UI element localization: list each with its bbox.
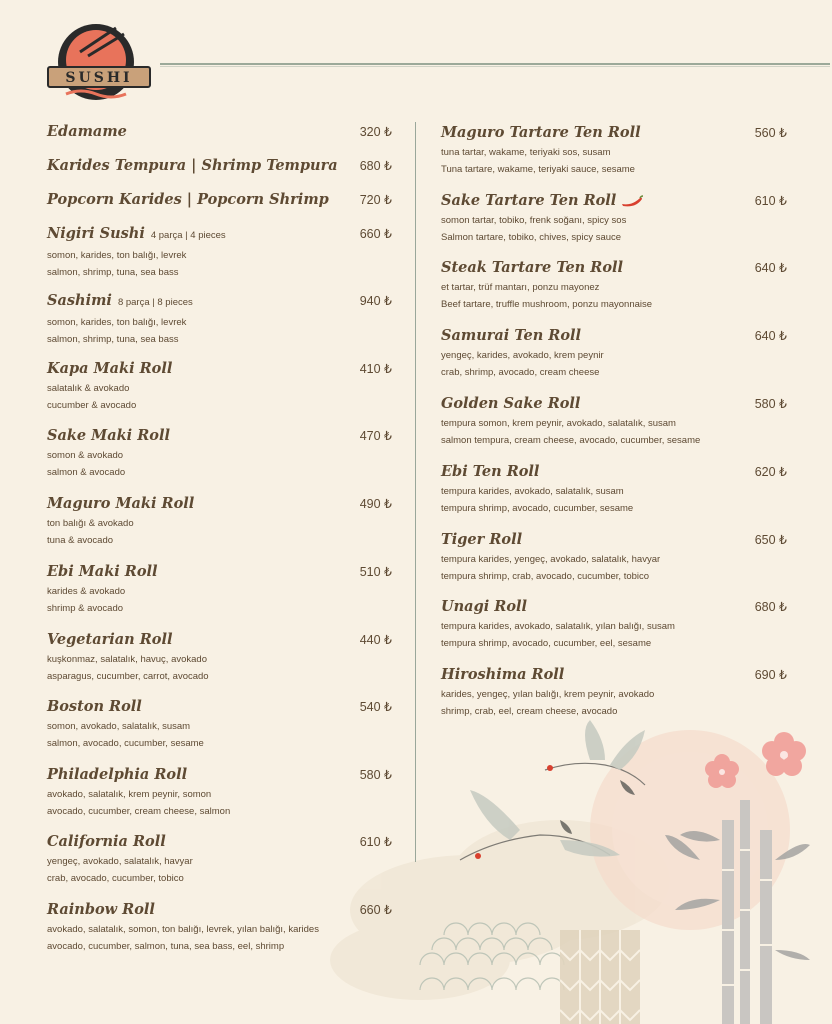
item-desc-en: avocado, cucumber, cream cheese, salmon: [47, 806, 231, 817]
item-price: 540 ₺: [359, 700, 392, 714]
menu-item-steak-tartare-ten-roll: [441, 259, 787, 313]
item-desc-tr: karides, yengeç, yılan balığı, krem peynir, avokado: [441, 689, 655, 700]
item-name: Popcorn Karides | Popcorn Shrimp: [47, 191, 329, 208]
item-name: Tiger Roll: [441, 531, 523, 548]
menu-item-rainbow-roll: [47, 901, 392, 955]
item-desc-en: salmon, shrimp, tuna, sea bass: [47, 334, 179, 345]
menu-item-philadelphia-roll: [47, 766, 392, 820]
item-desc-tr: somon tartar, tobiko, frenk soğanı, spicy sos: [441, 215, 627, 226]
item-desc-en: asparagus, cucumber, carrot, avocado: [47, 671, 209, 682]
item-price: 560 ₺: [754, 126, 787, 140]
item-note: 8 parça | 8 pieces: [117, 297, 193, 308]
item-price: 660 ₺: [359, 903, 392, 917]
item-price: 610 ₺: [754, 194, 787, 208]
item-desc-en: Beef tartare, truffle mushroom, ponzu mayonnaise: [441, 299, 653, 310]
item-price: 690 ₺: [754, 668, 787, 682]
menu-item-sake-maki-roll: [47, 427, 392, 481]
item-desc-tr: tempura somon, krem peynir, avokado, salatalık, susam: [441, 418, 676, 429]
item-name: California Roll: [47, 833, 166, 850]
menu-item-edamame: [47, 123, 392, 141]
item-name: Steak Tartare Ten Roll: [441, 259, 624, 276]
item-name: Sashimi: [47, 292, 112, 309]
item-name: Nigiri Sushi: [47, 225, 145, 242]
item-desc-tr: et tartar, trüf mantarı, ponzu mayonez: [441, 282, 600, 293]
item-name: Unagi Roll: [441, 598, 528, 615]
item-desc-en: tempura shrimp, avocado, cucumber, eel, sesame: [441, 638, 652, 649]
item-price: 580 ₺: [359, 768, 392, 782]
item-price: 660 ₺: [359, 227, 392, 241]
menu-item-golden-sake-roll: [441, 395, 787, 449]
menu-item-ebi-ten-roll: [441, 463, 787, 517]
item-desc-tr: tuna tartar, wakame, teriyaki sos, susam: [441, 147, 611, 158]
menu-item-unagi-roll: [441, 598, 787, 652]
item-desc-en: avocado, cucumber, salmon, tuna, sea bass, eel, shrimp: [47, 941, 285, 952]
logo-text: SUSHI: [65, 70, 133, 86]
item-price: 410 ₺: [359, 362, 392, 376]
item-name: Karides Tempura | Shrimp Tempura: [47, 157, 338, 174]
header-rule: [160, 63, 830, 65]
item-desc-tr: tempura karides, yengeç, avokado, salatalık, havyar: [441, 554, 661, 565]
item-price: 580 ₺: [754, 397, 787, 411]
item-price: 680 ₺: [359, 159, 392, 173]
item-desc-tr: kuşkonmaz, salatalık, havuç, avokado: [47, 654, 208, 665]
item-price: 470 ₺: [359, 429, 392, 443]
header-rule-shadow: [160, 66, 830, 67]
item-desc-en: crab, shrimp, avocado, cream cheese: [441, 367, 600, 378]
item-desc-en: tempura shrimp, crab, avocado, cucumber, tobico: [441, 571, 650, 582]
item-desc-en: salmon tempura, cream cheese, avocado, cucumber, sesame: [441, 435, 701, 446]
menu-item-california-roll: [47, 833, 392, 887]
menu-item-vegetarian-roll: [47, 631, 392, 685]
menu-item-tiger-roll: [441, 531, 787, 585]
item-name: Golden Sake Roll: [441, 395, 581, 412]
item-name: Hiroshima Roll: [441, 666, 565, 683]
item-desc-tr: avokado, salatalık, somon, ton balığı, levrek, yılan balığı, karides: [47, 924, 319, 935]
item-desc-en: Tuna tartare, wakame, teriyaki sauce, sesame: [441, 164, 635, 175]
item-desc-tr: yengeç, karides, avokado, krem peynir: [441, 350, 604, 361]
item-name: Edamame: [47, 123, 127, 140]
menu-item-sake-tartare-ten-roll: [441, 192, 787, 246]
item-desc-en: shrimp, crab, eel, cream cheese, avocado: [441, 706, 618, 717]
menu-item-nigiri-sushi: [47, 225, 392, 281]
menu-item-kapa-maki-roll: [47, 360, 392, 414]
item-desc-en: tuna & avocado: [47, 535, 114, 546]
menu-item-boston-roll: [47, 698, 392, 752]
item-name: Ebi Maki Roll: [47, 563, 158, 580]
item-desc-en: shrimp & avocado: [47, 603, 124, 614]
menu-item-karides-tempura: [47, 157, 392, 175]
item-desc-en: salmon & avocado: [47, 467, 126, 478]
item-desc-en: salmon, shrimp, tuna, sea bass: [47, 267, 179, 278]
item-price: 610 ₺: [359, 835, 392, 849]
item-desc-tr: karides & avokado: [47, 586, 126, 597]
item-price: 720 ₺: [359, 193, 392, 207]
item-name: Boston Roll: [47, 698, 142, 715]
item-desc-tr: somon, karides, ton balığı, levrek: [47, 317, 187, 328]
item-price: 620 ₺: [754, 465, 787, 479]
item-desc-tr: somon, avokado, salatalık, susam: [47, 721, 191, 732]
item-name: Philadelphia Roll: [47, 766, 188, 783]
item-name: Maguro Tartare Ten Roll: [441, 124, 641, 141]
sushi-logo-icon: [46, 22, 152, 106]
item-desc-tr: tempura karides, avokado, salatalık, yılan balığı, susam: [441, 621, 675, 632]
item-desc-en: salmon, avocado, cucumber, sesame: [47, 738, 204, 749]
item-name: Maguro Maki Roll: [47, 495, 195, 512]
menu-item-samurai-ten-roll: [441, 327, 787, 381]
item-name: Sake Maki Roll: [47, 427, 170, 444]
item-desc-tr: somon, karides, ton balığı, levrek: [47, 250, 187, 261]
item-name: Ebi Ten Roll: [441, 463, 540, 480]
item-name: Vegetarian Roll: [47, 631, 173, 648]
item-desc-tr: ton balığı & avokado: [47, 518, 134, 529]
item-name: Rainbow Roll: [47, 901, 155, 918]
item-desc-tr: yengeç, avokado, salatalık, havyar: [47, 856, 193, 867]
menu-item-maguro-maki-roll: [47, 495, 392, 549]
item-note: 4 parça | 4 pieces: [150, 230, 226, 241]
menu-item-maguro-tartare-ten-roll: [441, 124, 787, 178]
item-price: 490 ₺: [359, 497, 392, 511]
item-desc-en: crab, avocado, cucumber, tobico: [47, 873, 184, 884]
column-divider: [415, 122, 416, 862]
menu-item-hiroshima-roll: [441, 666, 787, 720]
item-name: Samurai Ten Roll: [441, 327, 582, 344]
item-price: 640 ₺: [754, 329, 787, 343]
menu-item-ebi-maki-roll: [47, 563, 392, 617]
item-desc-en: Salmon tartare, tobiko, chives, spicy sauce: [441, 232, 622, 243]
item-desc-tr: avokado, salatalık, krem peynir, somon: [47, 789, 212, 800]
item-desc-tr: salatalık & avokado: [47, 383, 130, 394]
item-desc-en: cucumber & avocado: [47, 400, 137, 411]
item-desc-tr: tempura karides, avokado, salatalık, susam: [441, 486, 624, 497]
item-price: 320 ₺: [359, 125, 392, 139]
item-price: 680 ₺: [754, 600, 787, 614]
item-name: Sake Tartare Ten Roll: [441, 192, 617, 209]
chili-pepper-icon: [620, 195, 644, 207]
item-price: 940 ₺: [359, 294, 392, 308]
item-price: 510 ₺: [359, 565, 392, 579]
menu-item-sashimi: [47, 292, 392, 348]
item-desc-en: tempura shrimp, avocado, cucumber, sesame: [441, 503, 634, 514]
item-name: Kapa Maki Roll: [47, 360, 173, 377]
menu-item-popcorn-karides: [47, 191, 392, 209]
item-price: 650 ₺: [754, 533, 787, 547]
item-price: 440 ₺: [359, 633, 392, 647]
item-price: 640 ₺: [754, 261, 787, 275]
item-desc-tr: somon & avokado: [47, 450, 124, 461]
